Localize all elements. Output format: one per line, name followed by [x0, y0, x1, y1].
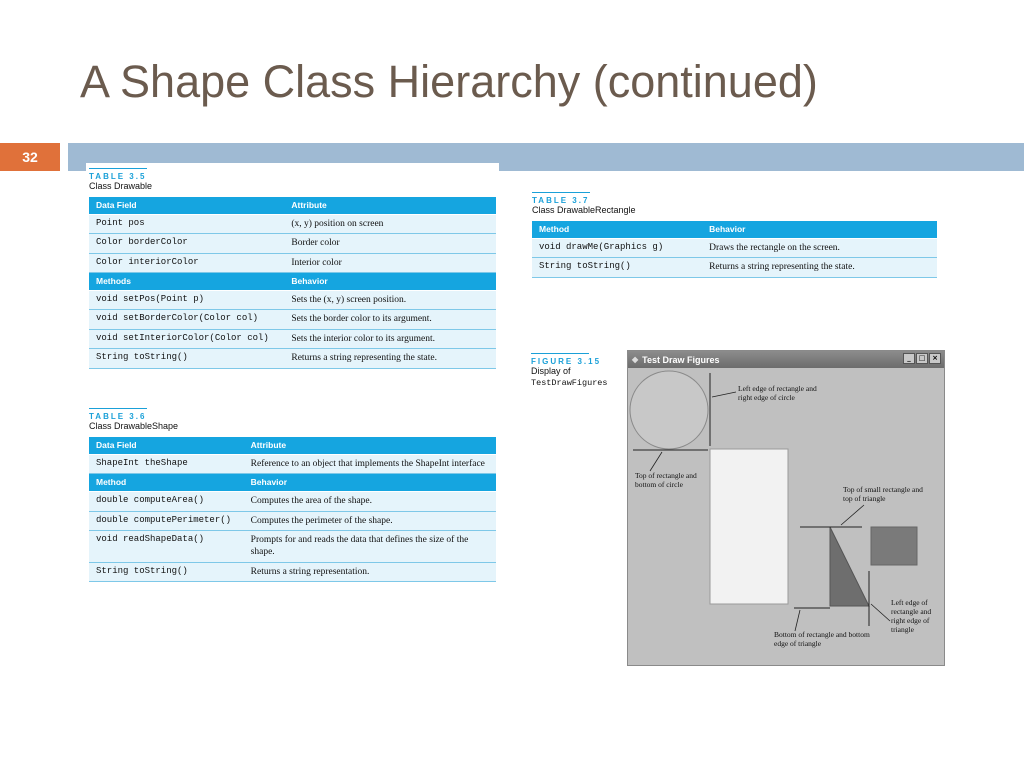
table-3-7-panel	[530, 192, 939, 278]
circle-shape	[630, 371, 708, 449]
table-row	[89, 531, 496, 563]
table-header-row	[89, 437, 496, 455]
table-row	[89, 310, 496, 329]
test-draw-figures-window	[627, 350, 945, 666]
field-cell: Point pos	[89, 215, 284, 234]
table-3-7-label: TABLE 3.7	[532, 196, 590, 205]
description-cell: Computes the area of the shape.	[244, 492, 496, 511]
big-rectangle-shape	[710, 449, 788, 604]
table-row	[89, 492, 496, 511]
header-cell: Methods	[89, 273, 284, 291]
triangle-shape	[830, 527, 869, 606]
minimize-button[interactable]: _	[903, 353, 915, 364]
table-row	[532, 239, 937, 258]
window-buttons	[903, 353, 941, 364]
method-cell: double computeArea()	[89, 492, 244, 511]
method-cell: String toString()	[532, 258, 702, 277]
header-cell: Data Field	[89, 197, 284, 215]
window-titlebar[interactable]	[628, 351, 944, 368]
table-header-row	[89, 197, 496, 215]
table-header-row	[532, 221, 937, 239]
method-cell: void setInteriorColor(Color col)	[89, 329, 284, 348]
header-cell: Method	[532, 221, 702, 239]
slide-number: 32	[0, 143, 60, 171]
leader-line	[841, 505, 864, 525]
drawing-canvas	[628, 368, 944, 665]
slide-title: A Shape Class Hierarchy (continued)	[80, 56, 818, 107]
field-cell: Color borderColor	[89, 234, 284, 253]
leader-line	[712, 392, 736, 397]
description-cell: Draws the rectangle on the screen.	[702, 239, 937, 258]
description-cell: Computes the perimeter of the shape.	[244, 511, 496, 530]
description-cell: Returns a string representing the state.	[702, 258, 937, 277]
table-3-5-subtitle: Class Drawable	[89, 181, 153, 191]
table-3-6	[89, 437, 496, 582]
header-cell: Attribute	[284, 197, 496, 215]
method-cell: void readShapeData()	[89, 531, 244, 563]
table-3-6-subtitle: Class DrawableShape	[89, 421, 179, 431]
small-rectangle-shape	[871, 527, 917, 565]
method-cell: void drawMe(Graphics g)	[532, 239, 702, 258]
method-cell: void setBorderColor(Color col)	[89, 310, 284, 329]
table-row	[89, 253, 496, 272]
annotation-left-edge-rectangle: Left edge of rectangle and right edge of circle	[738, 384, 817, 402]
field-cell: Color interiorColor	[89, 253, 284, 272]
method-cell: String toString()	[89, 349, 284, 368]
figure-3-15-caption	[531, 353, 608, 389]
leader-line	[871, 604, 890, 621]
description-cell: Reference to an object that implements the ShapeInt interface	[244, 455, 496, 474]
figure-3-15-label: FIGURE 3.15	[531, 357, 602, 366]
table-row	[89, 349, 496, 368]
table-3-6-label: TABLE 3.6	[89, 412, 147, 421]
caption-rule	[532, 192, 590, 193]
field-cell: ShapeInt theShape	[89, 455, 244, 474]
table-3-5	[89, 197, 496, 369]
maximize-button[interactable]: □	[916, 353, 928, 364]
annotation-bottom-rectangle: Bottom of rectangle and bottom edge of triangle	[774, 630, 870, 648]
header-cell: Attribute	[244, 437, 496, 455]
caption-rule	[89, 168, 147, 169]
description-cell: Sets the (x, y) screen position.	[284, 291, 496, 310]
figure-caption-line: TestDrawFigures	[531, 377, 608, 388]
description-cell: Sets the interior color to its argument.	[284, 329, 496, 348]
table-3-7	[532, 221, 937, 278]
header-cell: Method	[89, 474, 244, 492]
close-button[interactable]: ×	[929, 353, 941, 364]
app-icon: ◆	[632, 355, 639, 364]
caption-rule	[531, 353, 589, 354]
method-cell: String toString()	[89, 562, 244, 581]
table-row	[89, 234, 496, 253]
header-cell: Behavior	[284, 273, 496, 291]
table-row	[89, 511, 496, 530]
leader-line	[650, 452, 662, 471]
description-cell: Border color	[284, 234, 496, 253]
annotation-left-edge-small-rectangle: Left edge of rectangle and right edge of triangle	[891, 598, 932, 634]
header-cell: Behavior	[702, 221, 937, 239]
header-cell: Behavior	[244, 474, 496, 492]
annotation-top-small-rectangle: Top of small rectangle and top of triangle	[843, 485, 923, 503]
table-3-5-label: TABLE 3.5	[89, 172, 147, 181]
table-row	[89, 215, 496, 234]
description-cell: Prompts for and reads the data that defines the size of the shape.	[244, 531, 496, 563]
description-cell: Interior color	[284, 253, 496, 272]
figure-caption-line: Display of	[531, 366, 571, 376]
leader-line	[795, 610, 800, 631]
caption-rule	[89, 408, 147, 409]
description-cell: Sets the border color to its argument.	[284, 310, 496, 329]
table-row	[89, 329, 496, 348]
method-cell: double computePerimeter()	[89, 511, 244, 530]
table-3-7-subtitle: Class DrawableRectangle	[532, 205, 636, 215]
table-row	[89, 562, 496, 581]
description-cell: Returns a string representing the state.	[284, 349, 496, 368]
description-cell: (x, y) position on screen	[284, 215, 496, 234]
table-row	[89, 291, 496, 310]
header-cell: Data Field	[89, 437, 244, 455]
description-cell: Returns a string representation.	[244, 562, 496, 581]
table-3-6-panel	[86, 408, 499, 582]
window-title: Test Draw Figures	[642, 354, 720, 365]
table-header-row	[89, 474, 496, 492]
table-row	[532, 258, 937, 277]
table-header-row	[89, 273, 496, 291]
annotation-top-rectangle: Top of rectangle and bottom of circle	[635, 471, 697, 489]
method-cell: void setPos(Point p)	[89, 291, 284, 310]
table-row	[89, 455, 496, 474]
table-3-5-panel	[86, 163, 499, 369]
